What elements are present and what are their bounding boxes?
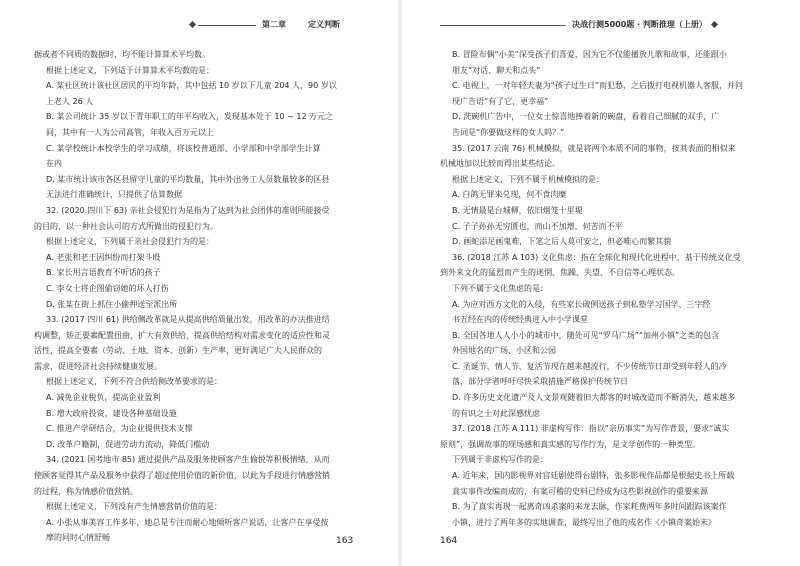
option-line-cont: 在内 bbox=[46, 159, 62, 169]
option-line-cont: 摩的同时心情舒畅 bbox=[46, 533, 110, 543]
text-line: 根据上述定义，下列没有产生情感营销价值的是： bbox=[46, 502, 222, 512]
option-line: A. 减免企业税负，提高企业盈利 bbox=[46, 393, 161, 403]
option-line: A. 小张从事美容工作多年，她总是专注而耐心地倾听客户说话，让客户在享受按 bbox=[46, 517, 329, 527]
option-line: B. 冒险布偶“小美”深受孩子们喜爱，因为它不仅能播放儿歌和故事，还能跟小 bbox=[452, 50, 727, 59]
option-line: D. 改革户籍制，促进劳动力流动，降低门槛动 bbox=[46, 439, 210, 449]
text-line: 根据上述定义，下列适于计算算术平均数的是： bbox=[46, 65, 214, 75]
text-line: 根据上述定义，下列属于亲社会侵犯行为的是： bbox=[46, 237, 214, 247]
option-line: B. 某公司统计 35 岁以下青年职工的年平均收入，发现基本处于 10 ~ 12 万元之 bbox=[46, 112, 334, 122]
question-line: 32. (2020 四川下 63) 亲社会侵犯行为是指为了达到为社会团体的准则所能接受 bbox=[46, 205, 330, 215]
text-line: 原则”，强调故事的现场感和真实感的写作行为，是文学创作的一种类型。 bbox=[440, 439, 701, 449]
option-line: A. 为应对西方文化的入侵，有些家长破例送孩子到私塾学习国学、三字经 bbox=[452, 299, 711, 309]
option-line-cont: 真实事件改编而成的，有案可稽的史料已经成为这些影视创作的重要来源 bbox=[452, 486, 708, 496]
option-line-cont: 的有识之士对此深感忧虑 bbox=[452, 408, 540, 418]
question-line: 33. (2017 四川 61) 供给侧改革就是从提高供给质量出发，用改革的办法推进结 bbox=[46, 315, 330, 325]
option-line-cont: 间，其中有一人为公司高管，年收入百万元以上 bbox=[46, 127, 214, 137]
option-line-cont: 上老人 26 人 bbox=[46, 96, 94, 106]
option-line-cont: 落，部分学者呼吁尽快采取措施严格保护传统节日 bbox=[452, 377, 628, 387]
option-line-cont: 外国地名的广场、小区和公园 bbox=[452, 346, 556, 356]
text-line: 下列不属于文化焦虑的是： bbox=[452, 283, 548, 293]
option-line: B. 全国各地人人小小的城市中，随处可见“罗马广场”“加州小镇”之类的包含 bbox=[452, 330, 720, 340]
left-page-number: 163 bbox=[336, 536, 354, 546]
option-line: C. 李女士将企图偷窃她的坏人打伤 bbox=[46, 283, 169, 293]
option-line-cont: 小镇，进行了两年多的实地调查，最终写出了他的成名作《小镇奇案始末》 bbox=[452, 517, 716, 527]
option-line: B. 增大政府投资，建设各种基础设施 bbox=[46, 408, 177, 418]
header-title: 定义判断 bbox=[308, 20, 340, 29]
text-line: 构调整，矫正要素配置扭曲，扩大有效供给，提高供给结构对需求变化的适应性和灵 bbox=[34, 330, 330, 340]
option-line: C. 电视上，一对年轻夫妻为“孩子过生日”而犯愁，之后拨打电视机器人客服，并问 bbox=[452, 81, 743, 91]
option-line-cont: 朋友“对话、聊天和点头” bbox=[452, 65, 541, 75]
option-line: A. 白鸽无罪来兑现，何不食肉糜 bbox=[452, 190, 567, 200]
option-line: A. 老张和老王因纠纷而打架斗殴 bbox=[46, 252, 161, 262]
option-line: A. 近年来，国内影视界对宫廷剧使得台剧特，张多影视作品都是根据史书上所载 bbox=[452, 471, 735, 481]
option-line: C. 某学校统计本校学生的学习成绩，将该校普通部、小学部和中学部学生计算 bbox=[46, 143, 321, 153]
text-line: 到外来文化的猛烈而产生的迷惘、焦躁、失望、不自信等心理状态。 bbox=[440, 268, 680, 278]
text-line: 根据上述定义，下列不符合供给侧改革要求的是： bbox=[46, 377, 222, 387]
right-page-body bbox=[440, 47, 780, 530]
text-line: 下列属于非虚构写作的是： bbox=[452, 455, 548, 465]
left-page-body bbox=[34, 47, 388, 546]
right-page bbox=[400, 0, 800, 566]
option-line-cont: 现广告语“有了它，更幸福” bbox=[452, 96, 549, 106]
option-line: C. 推进产学研结合，为企业提供技术支撑 bbox=[46, 424, 193, 434]
option-line: D. 画蛇添足画鬼难，下笔之后人莫可安之，但必唯心而繁其貌 bbox=[452, 237, 672, 247]
question-line: 37. (2018 江苏 A 111) 非虚构写作：指以“亲历事实”为写作背景，要求“诚实 bbox=[452, 424, 730, 434]
text-line: 使顾客觉得其产品及服务中获得了超过使用价值的新价值，以此为手段进行情感营销 bbox=[34, 471, 330, 481]
question-line: 35. (2017 云南 76) 机械模拟，就是将两个本质不同的事物，按其表面的相似来 bbox=[452, 143, 736, 153]
text-line: 的过程，称为情感价值营销。 bbox=[34, 486, 138, 496]
right-page-number: 164 bbox=[440, 536, 458, 546]
option-line: B. 为了真实再现一起离奇凶杀案的来龙去脉，作家耗费两年多时间跟踪该案作 bbox=[452, 502, 727, 512]
header-chapter: 第二章 bbox=[262, 20, 286, 29]
option-line: B. 无情最是台城柳，依旧烟笼十里堤 bbox=[452, 205, 583, 215]
option-line-cont: 书五经在内的传统经典进入中小学课堂 bbox=[452, 315, 588, 325]
option-line: C. 子子孙孙无穷匮也，而山不加增，何苦而不平 bbox=[452, 221, 623, 231]
question-line: 34. (2021 国考地市 85) 通过提供产品及服务使顾客产生愉悦等积极情绪，从而 bbox=[46, 455, 330, 465]
question-line: 36. (2018 江苏 A 103) 文化焦虑：指在全球化和现代化进程中，基于传统文化受 bbox=[452, 252, 741, 262]
option-line: B. 家长用言语教育不听话的孩子 bbox=[46, 268, 161, 278]
option-line-cont: 无法进行准确统计，只提供了估算数据 bbox=[46, 190, 182, 200]
option-line-cont: 告词是“你要做这样的女人吗？” bbox=[452, 127, 565, 137]
text-line: 活性，提高全要素（劳动、土地、资本、创新）生产率，更好满足广大人民群众的 bbox=[34, 346, 322, 356]
text-line: 根据上述定义，下列不属于机械模拟的是： bbox=[452, 174, 604, 184]
option-line: D. 张某在街上抓住小偷押送至派出所 bbox=[46, 299, 178, 309]
option-line: D. 某市统计该市各区县留守儿童的平均数量，其中外出务工人员数量较多的区县 bbox=[46, 174, 330, 184]
text-line: 的目的，以一种社会认可的方式所做出的侵犯行为。 bbox=[34, 221, 218, 231]
option-line: C. 圣诞节、情人节、复活节现在越来越流行，不少传统节日却受到年轻人的冷 bbox=[452, 361, 727, 371]
header-title: 决战行测5000题 · 判断推理（上册） bbox=[572, 20, 707, 29]
text-line: 需求，促进经济社会持续健康发展。 bbox=[34, 361, 162, 371]
text-line: 机械地加以比较而得出某些结论。 bbox=[440, 159, 560, 169]
option-line: D. 许多历史文化遗产及人文景观随着旧大都客的时城改造而不断消失，越来越多 bbox=[452, 393, 736, 403]
option-line: D. 洗碗机广告中，一位女士惊喜地捧着新的碗盘，看着自己细腻的双手，广 bbox=[452, 112, 720, 122]
text-line: 据或者不同质的数据时，均不能计算算术平均数。 bbox=[34, 50, 210, 59]
option-line: A. 某社区统计该社区居民的平均年龄，其中包括 10 岁以下儿童 204 人，90 岁以 bbox=[46, 81, 337, 91]
